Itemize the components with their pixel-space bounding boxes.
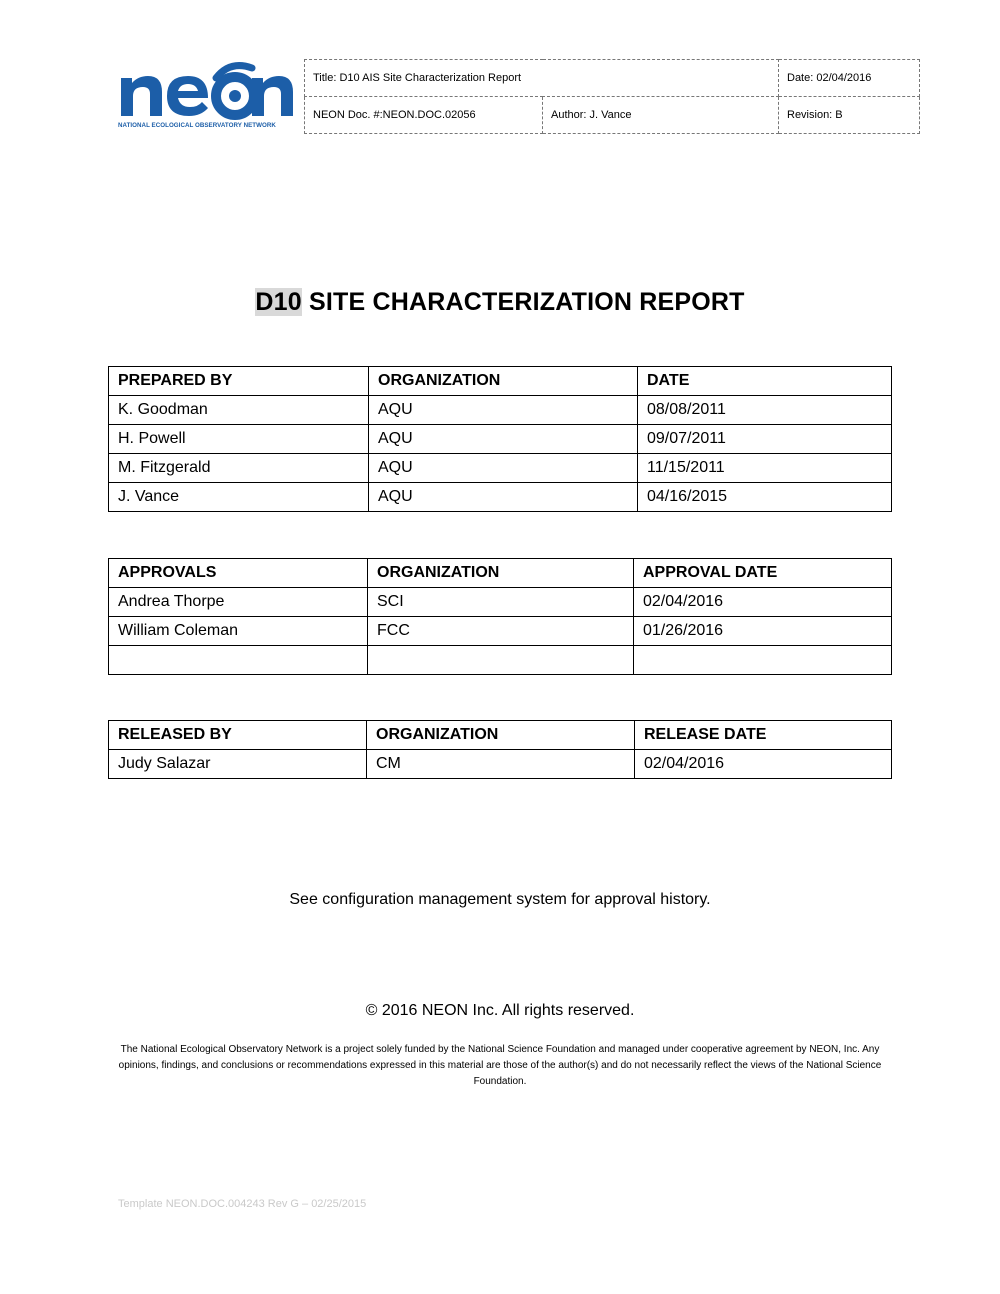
- approver-org: SCI: [368, 588, 634, 617]
- released-by-table: [108, 720, 892, 779]
- releaser-org: CM: [367, 750, 635, 779]
- table-row: [109, 617, 892, 646]
- template-footer: Template NEON.DOC.004243 Rev G – 02/25/2015: [118, 1198, 367, 1210]
- preparer-date: 11/15/2011: [638, 454, 892, 483]
- preparer-org: AQU: [369, 396, 638, 425]
- logo-subtitle: NATIONAL ECOLOGICAL OBSERVATORY NETWORK: [118, 122, 276, 129]
- nsf-disclaimer: The National Ecological Observatory Network is a project solely funded by the National Science Foundation and managed under cooperative agreement by NEON, Inc. Any opinions, findings, and conclusions or recommendations expressed in this material are those of the author(s) and do not necessarily reflect the views of the National Science Foundation.: [118, 1044, 882, 1087]
- preparer-name: H. Powell: [109, 425, 369, 454]
- table-row: [109, 396, 892, 425]
- column-header: APPROVALS: [109, 559, 368, 588]
- table-header-row: [109, 367, 892, 396]
- doc-title: Title: D10 AIS Site Characterization Report: [305, 60, 779, 97]
- preparer-date: 04/16/2015: [638, 483, 892, 512]
- copyright-notice: © 2016 NEON Inc. All rights reserved.: [365, 1002, 635, 1019]
- table-row: [109, 750, 892, 779]
- column-header: ORGANIZATION: [368, 559, 634, 588]
- column-header: RELEASE DATE: [635, 721, 892, 750]
- doc-date: Date: 02/04/2016: [779, 60, 920, 97]
- table-header-row: [109, 559, 892, 588]
- neon-logo-mark: [118, 58, 296, 120]
- approval-date: 02/04/2016: [634, 588, 892, 617]
- doc-number: NEON Doc. #:NEON.DOC.02056: [305, 97, 543, 134]
- table-row: [109, 425, 892, 454]
- doc-revision: Revision: B: [779, 97, 920, 134]
- column-header: RELEASED BY: [109, 721, 367, 750]
- table-row: [109, 454, 892, 483]
- approver-org: FCC: [368, 617, 634, 646]
- table-row: [109, 646, 892, 675]
- table-row: [109, 588, 892, 617]
- approver-org: [368, 646, 634, 675]
- approval-date: [634, 646, 892, 675]
- approval-date: 01/26/2016: [634, 617, 892, 646]
- table-header-row: [109, 721, 892, 750]
- approver-name: [109, 646, 368, 675]
- preparer-name: M. Fitzgerald: [109, 454, 369, 483]
- report-title-highlight: D10: [255, 288, 302, 316]
- preparer-name: J. Vance: [109, 483, 369, 512]
- column-header: APPROVAL DATE: [634, 559, 892, 588]
- approver-name: Andrea Thorpe: [109, 588, 368, 617]
- approver-name: William Coleman: [109, 617, 368, 646]
- column-header: ORGANIZATION: [369, 367, 638, 396]
- preparer-org: AQU: [369, 454, 638, 483]
- cm-note: See configuration management system for approval history.: [289, 891, 711, 908]
- preparer-org: AQU: [369, 483, 638, 512]
- column-header: DATE: [638, 367, 892, 396]
- report-title-rest: SITE CHARACTERIZATION REPORT: [301, 288, 745, 316]
- preparer-date: 09/07/2011: [638, 425, 892, 454]
- report-title: [0, 288, 1000, 317]
- doc-author: Author: J. Vance: [543, 97, 779, 134]
- approvals-table: [108, 558, 892, 675]
- preparer-date: 08/08/2011: [638, 396, 892, 425]
- preparer-name: K. Goodman: [109, 396, 369, 425]
- neon-logo: [118, 58, 296, 134]
- table-row: [109, 483, 892, 512]
- column-header: ORGANIZATION: [367, 721, 635, 750]
- column-header: PREPARED BY: [109, 367, 369, 396]
- release-date: 02/04/2016: [635, 750, 892, 779]
- preparer-org: AQU: [369, 425, 638, 454]
- prepared-by-table: [108, 366, 892, 512]
- releaser-name: Judy Salazar: [109, 750, 367, 779]
- document-header: [304, 59, 920, 134]
